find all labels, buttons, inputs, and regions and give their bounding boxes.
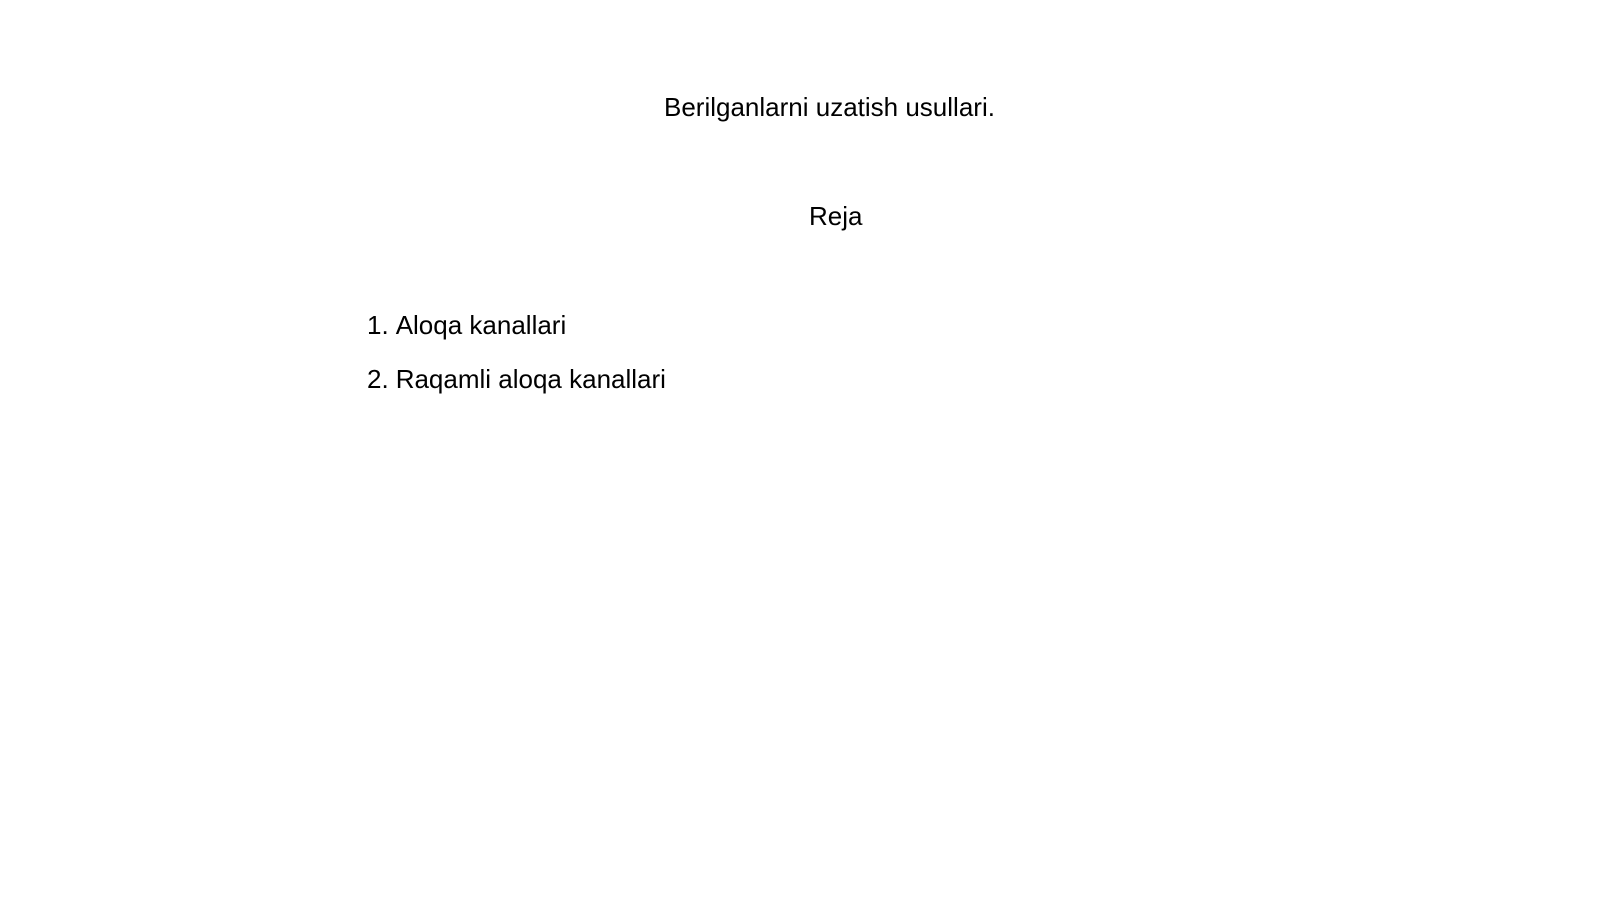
plan-item-2	[367, 362, 666, 396]
slide-subtitle: Reja	[809, 201, 863, 231]
slide-title: Berilganlarni uzatish usullari.	[664, 92, 995, 122]
plan-list	[367, 308, 666, 416]
title-container	[0, 90, 1600, 124]
plan-item-number: 2.	[367, 364, 389, 394]
plan-item-text: Raqamli aloqa kanallari	[395, 364, 666, 394]
plan-item-text: Aloqa kanallari	[395, 310, 567, 340]
plan-item-1	[367, 308, 666, 342]
plan-item-number: 1.	[367, 310, 389, 340]
